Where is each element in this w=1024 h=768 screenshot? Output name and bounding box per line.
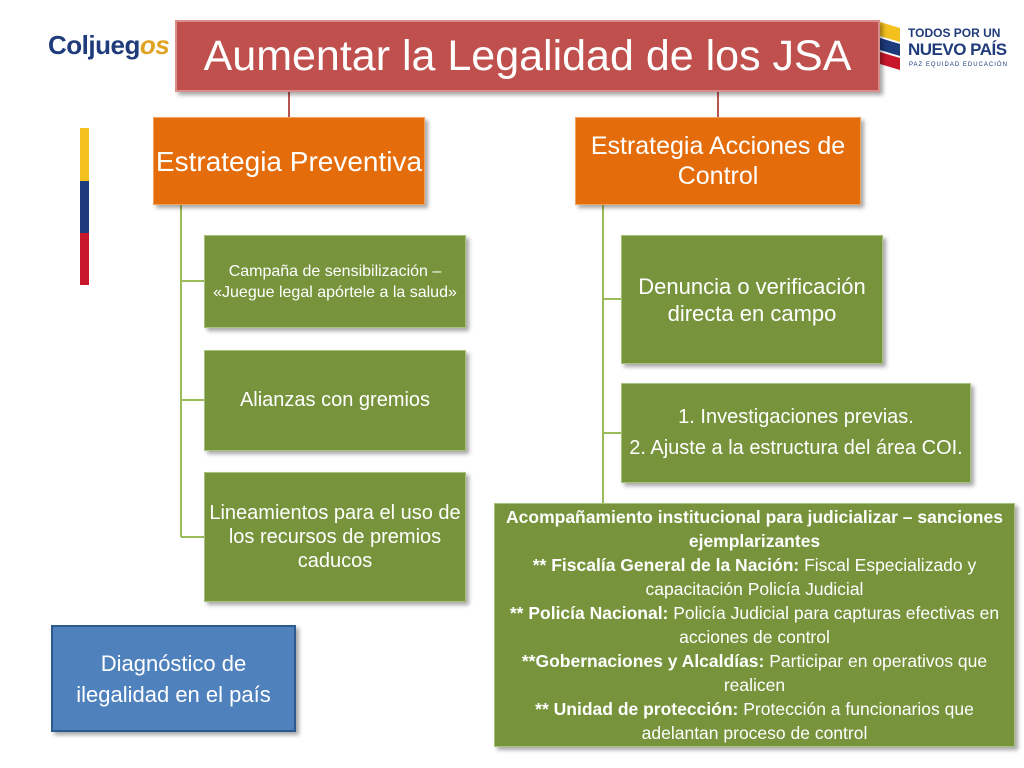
accompaniment-entry [501,553,1008,601]
diagnostic-box[interactable] [51,625,296,732]
campaign-box [204,235,466,328]
accompaniment-entry-bold: ** Fiscalía General de la Nación: [532,555,800,575]
accompaniment-entry [501,697,1008,745]
logo-line-1: TODOS POR UN [908,26,1001,40]
accompaniment-entry-text: Protección a funcionarios que adelantan proceso de control [641,699,974,743]
strategy-preventive-box [153,117,425,205]
flag-stripe [80,128,89,285]
strategy-control-label: Estrategia Acciones de Control [590,132,846,190]
investigations-box [621,383,971,483]
diagnostic-label: Diagnóstico de ilegalidad en el país [76,650,271,707]
investigations-line-1: 1. Investigaciones previas. [678,406,914,428]
accompaniment-entry [501,649,1008,697]
coljuegos-logo-suffix: os [139,30,170,60]
campaign-label: Campaña de sensibilización – «Juegue legal apórtele a la salud» [213,262,457,301]
strategy-preventive-label: Estrategia Preventiva [155,145,423,177]
guidelines-label: Lineamientos para el uso de los recursos de premios caducos [209,502,461,572]
accompaniment-entry-text: Participar en operativos que realicen [723,651,988,695]
complaint-box [621,235,883,364]
title-box [175,20,880,92]
accompaniment-box [494,503,1015,747]
accompaniment-entry-bold: ** Unidad de protección: [535,699,739,719]
complaint-label: Denuncia o verificación directa en campo [638,273,866,326]
investigations-line-2: 2. Ajuste a la estructura del área COI. [629,437,963,459]
todos-por-un-nuevo-pais-logo [878,18,1008,78]
accompaniment-entry-text: Policía Judicial para capturas efectivas en acciones de control [668,603,1000,647]
title-text: Aumentar la Legalidad de los JSA [203,31,852,80]
strategy-control-box [575,117,861,205]
alliances-box [204,350,466,451]
accompaniment-entry-bold: **Gobernaciones y Alcaldías: [521,651,765,671]
coljuegos-logo [48,30,169,61]
logo-line-3: PAZ EQUIDAD EDUCACIÓN [909,62,1008,68]
logo-line-2: NUEVO PAÍS [908,40,1007,59]
alliances-label: Alianzas con gremios [239,389,431,411]
accompaniment-entry-bold: ** Policía Nacional: [509,603,669,623]
accompaniment-entry [501,601,1008,649]
accompaniment-entry-text: Fiscal Especializado y capacitación Policía Judicial [645,555,977,599]
guidelines-box [204,472,466,602]
flag-swoosh-icon [878,20,902,74]
coljuegos-logo-main: Coljueg [48,30,140,60]
accompaniment-heading: Acompañamiento institucional para judicializar – sanciones ejemplarizantes [506,507,1003,551]
